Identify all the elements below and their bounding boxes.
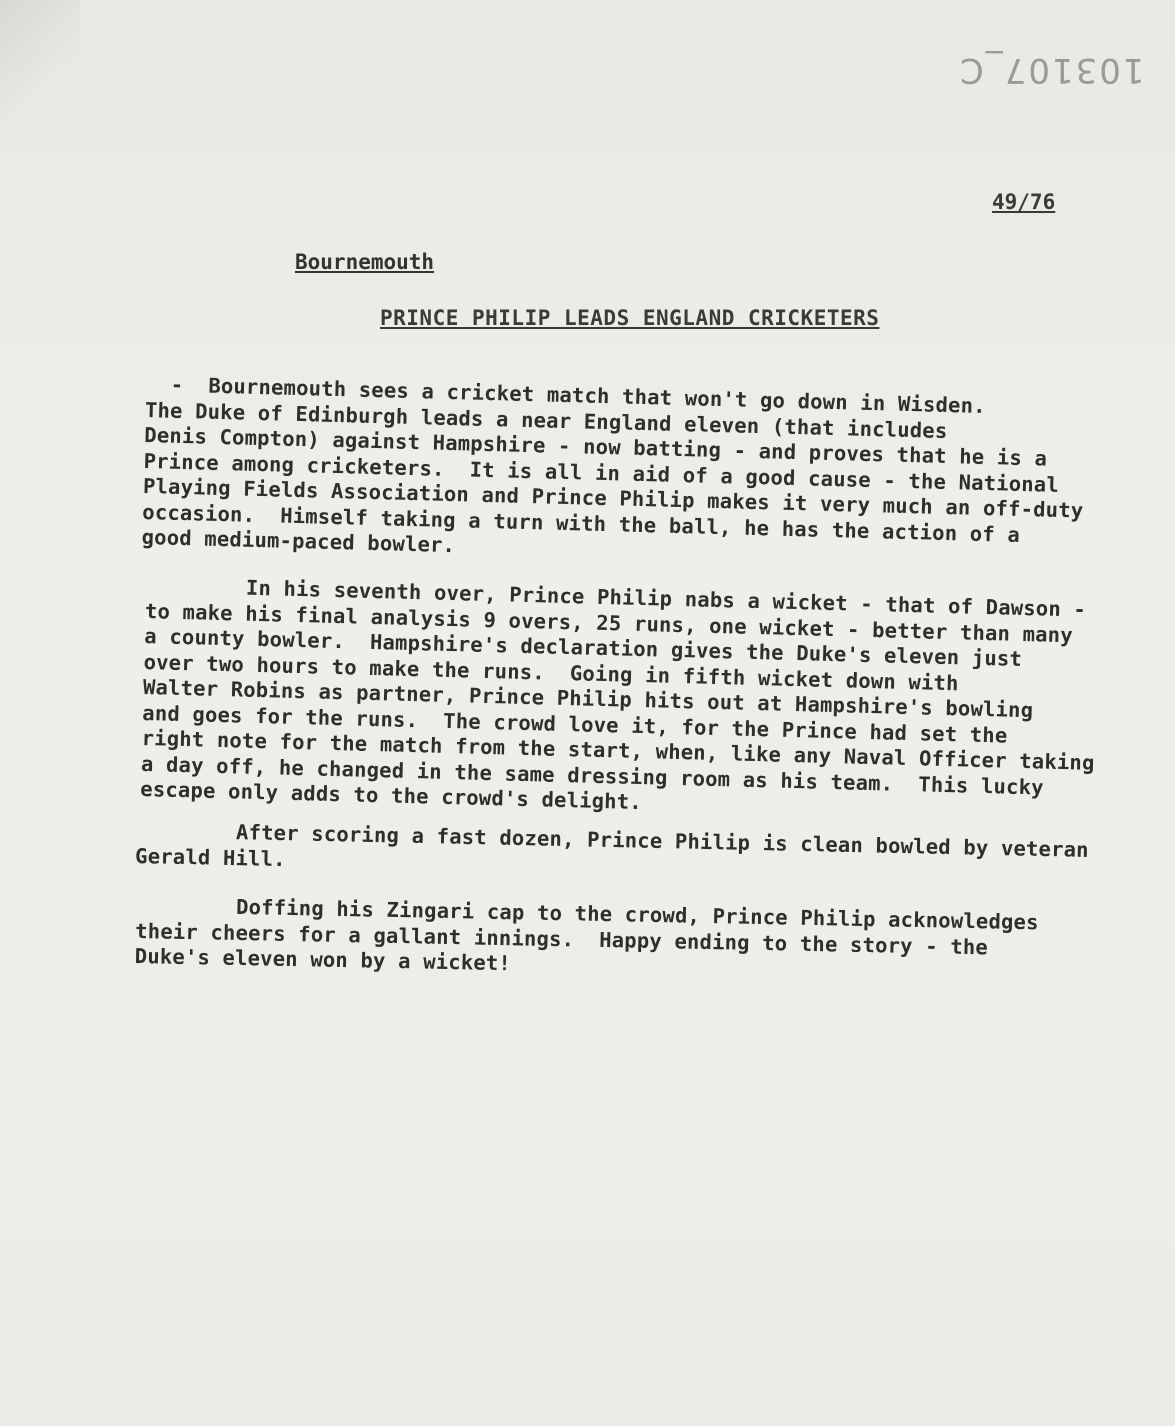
dateline-location: Bournemouth (295, 250, 435, 274)
page-fold-shadow (0, 0, 80, 120)
paragraph: - Bournemouth sees a cricket match that won't go down in Wisden. The Duke of Edinburgh leads a near England eleven (that includes Denis Compton) against Hampshire - now batting - and proves that he is a Prince among cricketers. It is all in aid of a good cause - the National Playing Fields Association and Prince Philip makes it very much an off-duty occasion. Himself taking a turn with the ball, he has the action of a good medium-paced bowler. (141, 372, 1084, 558)
paragraph: Doffing his Zingari cap to the crowd, Prince Philip acknowledges their cheers for a gallant innings. Happy ending to the story - the Duke's eleven won by a wicket! (134, 893, 1039, 976)
paragraph: After scoring a fast dozen, Prince Philip is clean bowled by veteran Gerald Hill. (134, 818, 1089, 871)
paragraph: In his seventh over, Prince Philip nabs a wicket - that of Dawson - to make his final analysis 9 overs, 25 runs, one wicket - better than many a county bowler. Hampshire's declaration gives the Duke's eleven just over two hours to make the runs. Going in fifth wicket down with Walter Robins as partner, Prince Philip hits out at Hampshire's bowling and goes for the runs. The crowd love it, for the Prince had set the right note for the match from the start, when, like any Naval Officer taking a day off, he changed in the same dressing room as his team. This lucky escape only adds to the crowd's delight. (140, 573, 1095, 815)
reference-number: 103107_C (958, 50, 1145, 90)
page-number: 49/76 (992, 190, 1056, 214)
headline: PRINCE PHILIP LEADS ENGLAND CRICKETERS (380, 306, 880, 330)
